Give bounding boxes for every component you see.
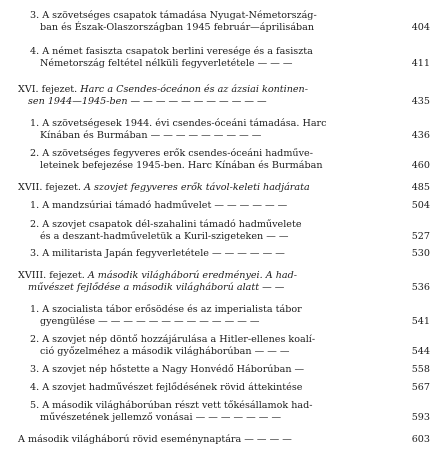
entry-line: 3. A szovjet nép hőstette a Nagy Honvédő Háborúban — (30, 364, 305, 375)
entry-line: 4. A szovjet hadművészet fejlődésének rövid áttekintése (30, 382, 303, 393)
entry-line: ció győzelméhez a második világháborúban — — — (40, 346, 290, 357)
chapter-title: Harc a Csendes-óceánon és az ázsiai kontinen- (80, 84, 308, 95)
entry-line: 4. A német fasiszta csapatok berlini veresége és a fasiszta (30, 46, 313, 57)
page-number: 485 (411, 182, 430, 193)
page-number: 603 (411, 434, 430, 445)
entry-line: 2. A szovjet csapatok dél-szahalini támadó hadművelete (30, 219, 302, 230)
page-number: 436 (411, 130, 430, 141)
entry-line: 1. A mandzsúriai támadó hadművelet — — — — — — (30, 200, 288, 211)
entry-line: 3. A szövetséges csapatok támadása Nyugat-Németország- (30, 10, 317, 21)
entry-line: 2. A szovjet nép döntő hozzájárulása a Hitler-ellenes koalí- (30, 334, 316, 345)
page-number: 567 (411, 382, 430, 393)
chapter-label: XVII. fejezet. (18, 182, 81, 193)
page-number: 404 (411, 22, 430, 33)
entry-line: A második világháború rövid eseménynaptára — — — — (18, 434, 292, 445)
page-number: 544 (411, 346, 430, 357)
entry-line: 3. A militarista Japán fegyverletétele — — — — — — (30, 248, 285, 259)
entry-line: 5. A második világháborúban részt vett tőkésállamok had- (30, 400, 313, 411)
page-number: 536 (411, 282, 430, 293)
chapter-title: sen 1944—1945-ben — — — — — — — — — — — (28, 96, 267, 107)
chapter-label: XVIII. fejezet. (18, 270, 85, 281)
entry-line: Kínában és Burmában — — — — — — — — — (40, 130, 262, 141)
entry-line: Németország feltétel nélküli fegyverletétele — — — (40, 58, 293, 69)
page-number: 541 (411, 316, 430, 327)
chapter-title: A második világháború eredményei. A had- (87, 270, 297, 281)
entry-line: 1. A szocialista tábor erősödése és az imperialista tábor (30, 304, 302, 315)
entry-line: ban és Észak-Olaszországban 1945 február—áprilisában (40, 22, 315, 33)
chapter-title: A szovjet fegyveres erők távol-keleti hadjárata (84, 182, 310, 193)
page-number: 460 (411, 160, 430, 171)
entry-line: és a deszant-hadműveletük a Kuril-szigeteken — — (40, 231, 289, 242)
page-number: 530 (411, 248, 430, 259)
chapter-label: XVI. fejezet. (18, 84, 78, 95)
page-number: 527 (411, 231, 430, 242)
page-number: 411 (411, 58, 430, 69)
page-number: 558 (411, 364, 430, 375)
page-number: 504 (411, 200, 430, 211)
page-number: 593 (411, 412, 430, 423)
entry-line: művészetének jellemző vonásai — — — — — — — (40, 412, 282, 423)
page-number: 435 (411, 96, 430, 107)
chapter-title: művészet fejlődése a második világháború alatt — — (28, 282, 285, 293)
entry-line: 1. A szövetségesek 1944. évi csendes-óceáni támadása. Harc (30, 118, 327, 129)
entry-line: leteinek befejezése 1945-ben. Harc Kínában és Burmában (40, 160, 323, 171)
entry-line: 2. A szövetséges fegyveres erők csendes-óceáni hadműve- (30, 148, 313, 159)
entry-line: gyengülése — — — — — — — — — — — — — (40, 316, 260, 327)
